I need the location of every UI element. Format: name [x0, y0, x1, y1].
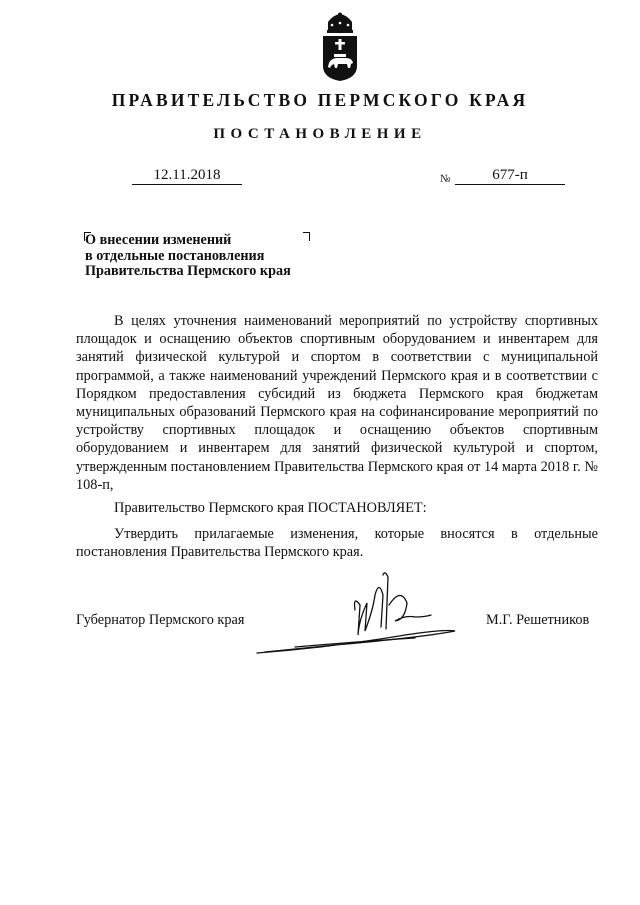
organization-title: ПРАВИТЕЛЬСТВО ПЕРМСКОГО КРАЯ [111, 90, 529, 110]
handwritten-signature [255, 565, 475, 665]
document-type: ПОСТАНОВЛЕНИЕ [213, 126, 427, 142]
document-date: 12.11.2018 [132, 167, 242, 185]
preamble-paragraph: В целях уточнения наименований мероприятий по устройству спортивных площадок и оснащению объектов спортивным оборудованием и инвентарем для занятий физической культурой и спортом в соответствии с муниципальной программой, а также наименований учреждений Пермского края и в соответствии с Порядком предоставления субсидий из бюджета Пермского края бюджетам муниципальных образований Пермского края на софинансирование мероприятий по устройству спортивных площадок и оснащению объектов спортивным оборудованием и инвентарем для занятий физической культурой и спортом, утвержденным постановлением Правительства Пермского края от 14 марта 2018 г. № 108-п, [76, 313, 598, 493]
signatory-position: Губернатор Пермского края [76, 612, 245, 628]
subject-line: в отдельные постановления [85, 247, 265, 264]
number-sign: № [440, 173, 451, 185]
signatory-name: М.Г. Решетников [486, 612, 590, 628]
document-subject [85, 233, 325, 280]
subject-line: О внесении изменений [85, 232, 232, 248]
document-number: 677-п [455, 167, 565, 185]
subject-line: Правительства Пермского края [85, 263, 291, 280]
coat-of-arms-icon [317, 12, 363, 82]
resolution-paragraph: Утвердить прилагаемые изменения, которые вносятся в отдельные постановления Правительства Пермского края. [76, 526, 598, 561]
resolution-clause: Правительство Пермского края ПОСТАНОВЛЯЕТ: [114, 500, 427, 516]
